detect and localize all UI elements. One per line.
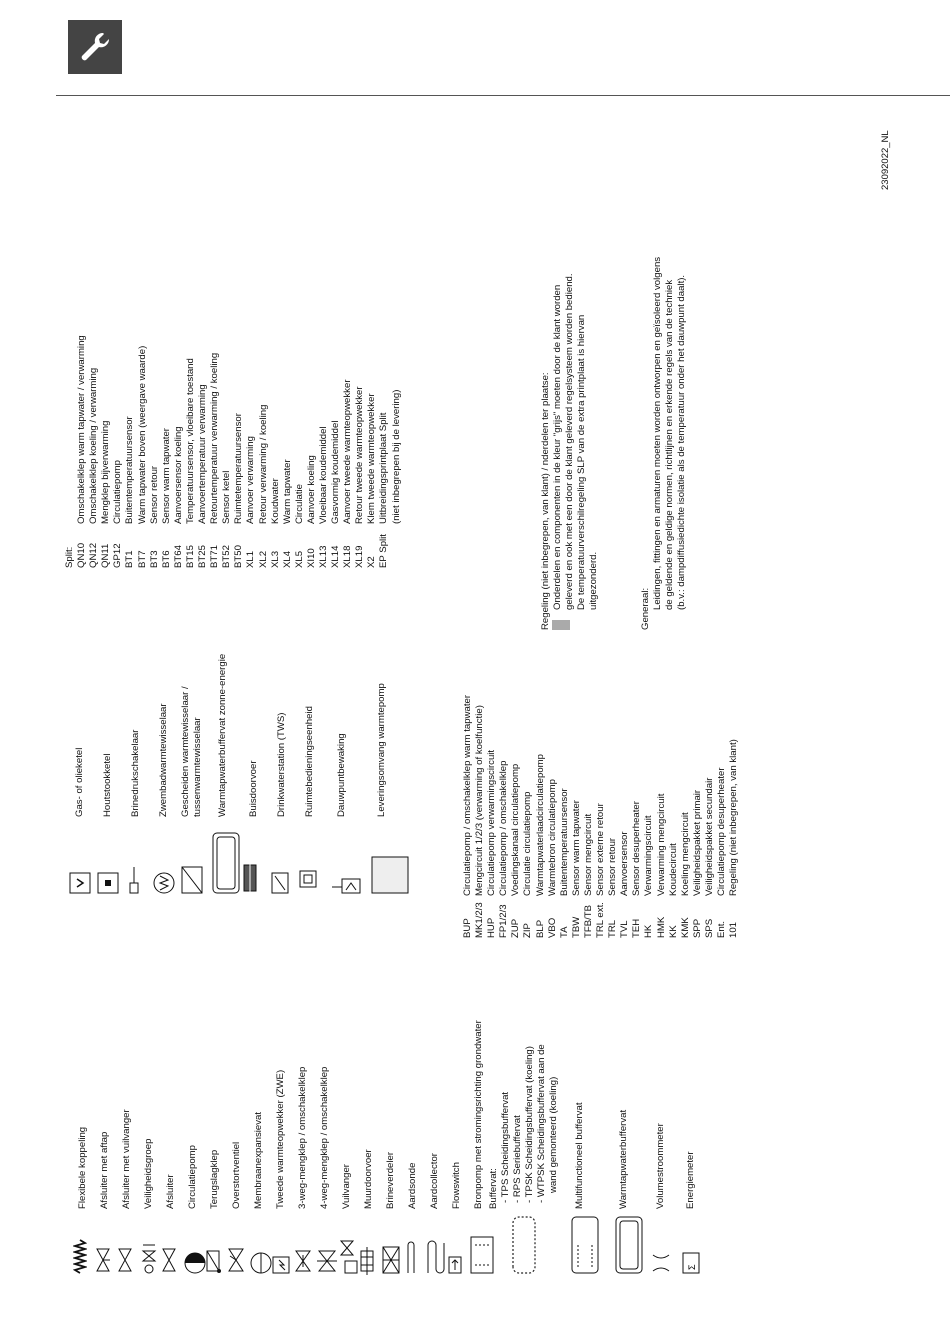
tool-badge bbox=[68, 20, 122, 74]
general-line: (b.v.: dampdiffusiedichte isolatie als de temperatuur onder het dauwpunt daalt). bbox=[676, 274, 688, 610]
split-title: Split: bbox=[64, 546, 75, 568]
abbreviation-text: Koeling mengcircuit bbox=[679, 812, 691, 896]
split-text: Sensor retour bbox=[148, 465, 160, 524]
abbreviation-text: Circulatiepomp / omschakelklep warm tapwater bbox=[462, 694, 473, 896]
abbreviation-row bbox=[680, 638, 692, 938]
abbreviation-row bbox=[486, 638, 498, 938]
split-text: Omschakelklep koeling / verwarming bbox=[88, 367, 100, 524]
symbol-row bbox=[314, 975, 336, 1275]
symbol-row bbox=[138, 975, 160, 1275]
symbol-row bbox=[204, 975, 226, 1275]
abbreviation-text: Veiligheidspakket primair bbox=[691, 789, 703, 896]
split-row bbox=[342, 248, 354, 568]
symbol-label: Brineverdeler bbox=[384, 1151, 396, 1209]
split-row bbox=[354, 248, 366, 568]
plate-exchanger-icon bbox=[180, 817, 204, 895]
abbreviation-text: Sensor externe retour bbox=[595, 803, 607, 896]
split-text: Aanvoer koeling bbox=[305, 455, 317, 524]
general-line: de geldende en geldige normen, richtlijnen en erkende regels van de techniek bbox=[664, 279, 676, 610]
symbol-label: Volumestroommeter bbox=[654, 1123, 666, 1209]
svg-text:Σ: Σ bbox=[687, 1264, 697, 1270]
check-valve-icon bbox=[205, 1209, 225, 1275]
abbreviation-row bbox=[631, 638, 643, 938]
abbreviation-text: Warmtapwaterlaadcirculatiepomp bbox=[534, 753, 546, 896]
abbreviation-code: 101 bbox=[728, 921, 740, 938]
dhw-buffer-icon bbox=[614, 1209, 634, 1275]
symbol-label: Multifunctioneel buffervat bbox=[573, 1102, 585, 1209]
abbreviation-row bbox=[692, 638, 704, 938]
split-code: BT15 bbox=[184, 545, 196, 568]
general-title: Generaal: bbox=[640, 587, 651, 630]
split-code: BT3 bbox=[148, 550, 160, 568]
abbreviation-code: MK1/2/3 bbox=[474, 902, 486, 938]
split-row bbox=[149, 248, 161, 568]
symbol-row bbox=[468, 975, 490, 1275]
symbol-label: Afsluiter met vuilvanger bbox=[120, 1109, 132, 1209]
abbreviation-row bbox=[535, 638, 547, 938]
pipe-passage-icon bbox=[242, 817, 266, 895]
regeling-line: De temperatuurverschilregeling SLP van de extra printplaat is hiervan bbox=[576, 314, 588, 610]
abbreviation-code: TEH bbox=[631, 918, 643, 938]
abbreviation-code: HK bbox=[643, 924, 655, 938]
four-way-valve-icon bbox=[315, 1209, 335, 1275]
split-text: Vloeibaar koudemiddel bbox=[317, 426, 329, 524]
buffer-group bbox=[487, 975, 560, 1275]
wall-passage-icon bbox=[359, 1209, 379, 1275]
buffer-item: - WTPSK Scheidingsbuffervat aan de bbox=[536, 1044, 548, 1203]
three-way-valve-icon bbox=[293, 1209, 313, 1275]
abbreviation-row bbox=[728, 638, 740, 938]
split-text: Circulatie bbox=[293, 484, 305, 524]
multi-buffer-icon bbox=[570, 1209, 590, 1275]
wrench-icon bbox=[75, 27, 115, 67]
abbreviation-row bbox=[716, 638, 728, 938]
abbreviation-row bbox=[547, 638, 559, 938]
abbreviation-row bbox=[595, 638, 607, 938]
abbreviation-row bbox=[510, 638, 522, 938]
split-text: Klem tweede warmteopwekker bbox=[366, 393, 378, 524]
abbreviation-text: Aanvoersensor bbox=[619, 831, 631, 896]
abbreviation-code: HUP bbox=[486, 917, 498, 938]
split-text: Aanvoer verwarming bbox=[245, 436, 257, 524]
valve-icon bbox=[161, 1209, 181, 1275]
split-text: Aanvoertemperatuur verwarming bbox=[197, 384, 209, 524]
symbol-row bbox=[296, 635, 324, 895]
split-text: Retour verwarming / koeling bbox=[257, 404, 269, 524]
symbol-label: Circulatiepomp bbox=[186, 1145, 198, 1209]
split-row bbox=[88, 248, 100, 568]
symbol-label: Aardcollector bbox=[428, 1153, 440, 1209]
symbol-label: Vuilvanger bbox=[340, 1164, 352, 1209]
abbreviation-text: Warmtebron circulatiepomp bbox=[546, 779, 558, 896]
symbol-row bbox=[182, 975, 204, 1275]
document-id: 23092022_NL bbox=[880, 130, 891, 190]
distributor-icon bbox=[381, 1209, 401, 1275]
split-row bbox=[366, 248, 378, 568]
well-pump-icon bbox=[469, 1209, 489, 1275]
split-row bbox=[318, 248, 330, 568]
valve-drain-icon bbox=[95, 1209, 115, 1275]
energy-meter-icon bbox=[681, 1209, 701, 1275]
wood-boiler-icon bbox=[96, 817, 120, 895]
ground-probe-icon bbox=[403, 1209, 423, 1275]
abbreviation-row bbox=[474, 638, 486, 938]
split-row bbox=[294, 248, 306, 568]
split-text: Mengklep bijverwarming bbox=[100, 420, 112, 524]
abbreviation-text: Mengcircuit 1/2/3 (verwarming of koelfunctie) bbox=[474, 705, 486, 896]
buffer-item: - TPSK Scheidingsbuffervat (koeling) bbox=[524, 1046, 535, 1203]
abbreviation-code: TRL bbox=[607, 919, 619, 938]
symbol-label: Flexibele koppeling bbox=[76, 1126, 88, 1209]
split-text: Warm tapwater bbox=[281, 459, 293, 524]
buffer-item: wand gemonteerd (koeling) bbox=[548, 1076, 560, 1193]
abbreviation-text: Circulatiepomp verwarmingscircuit bbox=[486, 749, 498, 896]
abbreviation-text: Koudecircuit bbox=[667, 843, 679, 896]
split-code: XL14 bbox=[330, 545, 342, 568]
abbreviation-row bbox=[559, 638, 571, 938]
symbol-row bbox=[226, 975, 248, 1275]
split-code: QN10 bbox=[76, 542, 88, 568]
split-code: BT52 bbox=[221, 545, 233, 568]
symbol-label: Houtstookketel bbox=[101, 753, 113, 817]
symbol-row bbox=[292, 975, 314, 1275]
abbreviation-text: Sensor warm tapwater bbox=[570, 800, 582, 896]
split-row bbox=[330, 248, 342, 568]
drinking-water-station-icon bbox=[270, 817, 294, 895]
split-row bbox=[282, 248, 294, 568]
split-text: Gasvormig koudemiddel bbox=[330, 420, 342, 524]
abbreviation-text: Circulatie circulatiepomp bbox=[522, 791, 534, 896]
abbreviation-code: SPP bbox=[691, 918, 703, 938]
symbol-label: Ruimtebedieningseenheid bbox=[303, 706, 315, 817]
split-code bbox=[391, 524, 403, 568]
symbol-label: Overstortventiel bbox=[230, 1141, 242, 1209]
abbreviation-row bbox=[704, 638, 716, 938]
split-text: Retourtemperatuur verwarming / koeling bbox=[209, 352, 221, 524]
symbol-row bbox=[324, 635, 360, 895]
split-code: BT25 bbox=[197, 545, 209, 568]
buffer-vessel-icon bbox=[511, 1215, 537, 1275]
split-row bbox=[76, 248, 88, 568]
split-code: XL1 bbox=[245, 550, 257, 568]
safety-group-icon bbox=[139, 1209, 159, 1275]
symbol-label: Zwembadwarmtewisselaar bbox=[157, 703, 169, 817]
symbol-row bbox=[122, 635, 150, 895]
abbreviation-text: Circulatiepomp / omschakelklep bbox=[498, 760, 510, 896]
abbreviation-text: Buitentemperatuursensor bbox=[558, 788, 570, 896]
symbol-row bbox=[160, 975, 182, 1275]
abbreviation-code: BUP bbox=[462, 918, 473, 938]
split-text: Buitentemperatuursensor bbox=[124, 416, 136, 524]
abbreviation-code: VBO bbox=[546, 917, 558, 938]
abbreviation-row bbox=[619, 638, 631, 938]
abbreviation-code: TA bbox=[558, 926, 570, 938]
abbreviation-text: Sensor mengcircuit bbox=[582, 813, 594, 896]
split-code: XL2 bbox=[257, 550, 269, 568]
abbreviation-row bbox=[462, 638, 474, 938]
symbol-row bbox=[676, 975, 706, 1275]
split-text: Ruimtetemperatuursensor bbox=[233, 413, 245, 524]
symbol-row bbox=[72, 975, 94, 1275]
split-list bbox=[64, 248, 403, 568]
general-note bbox=[640, 150, 688, 630]
symbol-label: Brinedrukschakelaar bbox=[129, 729, 141, 817]
symbol-row bbox=[178, 635, 206, 895]
split-row bbox=[306, 248, 318, 568]
split-code: BT7 bbox=[136, 550, 148, 568]
split-code: BT1 bbox=[124, 550, 136, 568]
abbreviation-text: Veiligheidspakket secundair bbox=[703, 777, 715, 896]
abbreviation-code: Ent. bbox=[715, 920, 727, 938]
ground-collector-icon bbox=[425, 1209, 445, 1275]
split-row bbox=[378, 248, 390, 568]
symbol-label: Warmtapwaterbuffervat bbox=[617, 1109, 629, 1209]
split-row bbox=[185, 248, 197, 568]
pool-exchanger-icon bbox=[152, 817, 176, 895]
split-text: Aanvoer tweede warmteopwekker bbox=[342, 379, 354, 524]
split-row bbox=[124, 248, 136, 568]
header-rule bbox=[56, 95, 950, 96]
split-row bbox=[137, 248, 149, 568]
dewpoint-icon bbox=[330, 817, 354, 895]
abbreviation-code: FP1/2/3 bbox=[498, 904, 510, 938]
split-text: Aanvoersensor koeling bbox=[172, 426, 184, 524]
split-row bbox=[245, 248, 257, 568]
split-code: XL5 bbox=[293, 550, 305, 568]
split-code: BT71 bbox=[209, 545, 221, 568]
split-code: QN12 bbox=[88, 542, 100, 568]
second-heater-icon bbox=[271, 1209, 291, 1275]
symbol-row bbox=[646, 975, 676, 1275]
abbreviation-code: ZUP bbox=[510, 918, 522, 938]
buffer-item: - TPS Scheidingsbuffervat bbox=[499, 1091, 511, 1203]
symbol-row bbox=[358, 975, 380, 1275]
symbol-row bbox=[602, 975, 646, 1275]
split-row bbox=[197, 248, 209, 568]
abbreviation-code: KK bbox=[667, 925, 679, 938]
split-text: Warm tapwater boven (weergave waarde) bbox=[136, 345, 148, 524]
split-text: Circulatiepomp bbox=[112, 460, 124, 524]
symbol-row bbox=[336, 975, 358, 1275]
flowmeter-icon bbox=[651, 1209, 671, 1275]
symbol-row bbox=[116, 975, 138, 1275]
split-code: XL18 bbox=[342, 545, 354, 568]
abbreviation-row bbox=[668, 638, 680, 938]
split-text: Koudwater bbox=[269, 478, 281, 524]
regeling-title: Regeling (niet inbegrepen, van klant) / nderdelen ter plaatse: bbox=[540, 372, 551, 630]
gas-oil-boiler-icon bbox=[68, 817, 92, 895]
symbol-label: Afsluiter bbox=[164, 1174, 176, 1209]
split-text: Temperatuursensor, vloeibare toestand bbox=[184, 358, 196, 524]
split-text: Sensor warm tapwater bbox=[160, 428, 172, 524]
dirt-trap-icon bbox=[337, 1209, 357, 1275]
split-code: EP Split bbox=[378, 534, 390, 568]
split-row bbox=[173, 248, 185, 568]
split-row bbox=[233, 248, 245, 568]
abbreviation-code: TRL ext. bbox=[595, 902, 607, 938]
split-code: BT64 bbox=[172, 545, 184, 568]
split-code: GP12 bbox=[112, 543, 124, 568]
abbreviation-text: Voedingskanaal circulatiepomp bbox=[510, 763, 522, 896]
symbol-row bbox=[360, 635, 404, 895]
abbreviation-text: Verwarmingscircuit bbox=[643, 815, 655, 896]
buffer-item: - RPS Seriebuffervat bbox=[511, 1115, 523, 1203]
symbol-label: Energiemeter bbox=[684, 1151, 696, 1209]
split-code: BT6 bbox=[160, 550, 172, 568]
symbol-row bbox=[94, 635, 122, 895]
abbreviation-code: TFB/TB bbox=[582, 904, 594, 938]
symbol-row bbox=[268, 635, 296, 895]
abbreviation-code: SPS bbox=[703, 918, 715, 938]
split-code: BT50 bbox=[233, 545, 245, 568]
split-row bbox=[258, 248, 270, 568]
legend-column-2 bbox=[66, 635, 404, 895]
room-control-icon bbox=[298, 817, 322, 895]
abbreviation-text: Verwarming mengcircuit bbox=[655, 793, 667, 896]
brine-pressure-switch-icon bbox=[124, 817, 148, 895]
expansion-vessel-icon bbox=[249, 1209, 269, 1275]
symbol-label: Veiligheidsgroep bbox=[142, 1138, 154, 1209]
symbol-label: Tweede warmteopwekker (ZWE) bbox=[274, 1069, 286, 1209]
split-code: XL19 bbox=[354, 545, 366, 568]
split-code: XL13 bbox=[317, 545, 329, 568]
split-row bbox=[270, 248, 282, 568]
symbol-row bbox=[150, 635, 178, 895]
legend-column-1 bbox=[72, 975, 706, 1275]
split-code: XL3 bbox=[269, 550, 281, 568]
abbreviation-text: Circulatiepomp desuperheater bbox=[715, 767, 727, 896]
general-line: Leidingen, fittingen en armaturen moeten worden ontworpen en geïsoleerd volgens bbox=[652, 256, 664, 610]
symbol-label: Afsluiter met aftap bbox=[98, 1131, 110, 1209]
symbol-row bbox=[206, 635, 240, 895]
split-row bbox=[209, 248, 221, 568]
solar-buffer-icon bbox=[211, 817, 235, 895]
symbol-label: Gas- of olieketel bbox=[73, 747, 85, 817]
regeling-line: geleverd en ook met een door de klant geleverd regelsysteem worden bediend. bbox=[564, 273, 576, 610]
symbol-row bbox=[270, 975, 292, 1275]
heatpump-scope-icon bbox=[370, 817, 394, 895]
symbol-row bbox=[402, 975, 424, 1275]
split-row bbox=[100, 248, 112, 568]
symbol-row bbox=[446, 975, 468, 1275]
abbreviation-text: Sensor desuperheater bbox=[631, 801, 643, 896]
abbreviation-row bbox=[498, 638, 510, 938]
symbol-row bbox=[66, 635, 94, 895]
symbol-label: Bronpomp met stromingsrichting grondwater bbox=[472, 1020, 484, 1209]
abbreviation-row bbox=[607, 638, 619, 938]
abbreviation-code: TVL bbox=[619, 920, 631, 938]
split-code: XI10 bbox=[305, 548, 317, 568]
abbreviation-list bbox=[462, 638, 740, 938]
symbol-label: Warmtapwaterbuffervat zonne-energie bbox=[216, 653, 228, 817]
split-text: Retour tweede warmteopwekker bbox=[354, 386, 366, 524]
regeling-note bbox=[540, 210, 600, 630]
pump-icon bbox=[183, 1209, 203, 1275]
symbol-label: 4-weg-mengklep / omschakelklep bbox=[318, 1066, 330, 1209]
flexible-coupling-icon bbox=[73, 1209, 93, 1275]
split-text: Omschakelklep warm tapwater / verwarming bbox=[76, 335, 88, 524]
symbol-label: Buisdoorvoer bbox=[247, 760, 259, 817]
abbreviation-row bbox=[571, 638, 583, 938]
split-row bbox=[221, 248, 233, 568]
symbol-row bbox=[380, 975, 402, 1275]
symbol-label: Gescheiden warmtewisselaar / tussenwarmtewisselaar bbox=[179, 686, 203, 817]
symbol-label: Leveringsomvang warmtepomp bbox=[375, 683, 387, 817]
symbol-row bbox=[558, 975, 602, 1275]
split-row bbox=[161, 248, 173, 568]
abbreviation-code: BLP bbox=[534, 919, 546, 938]
symbol-label: Muurdoorvoer bbox=[362, 1149, 374, 1209]
buffer-title: Buffervat: bbox=[487, 1168, 499, 1209]
symbol-label: Flowswitch bbox=[450, 1162, 462, 1209]
abbreviation-code: TBW bbox=[570, 916, 582, 938]
abbreviation-code: KMK bbox=[679, 917, 691, 938]
symbol-label: Dauwpuntbewaking bbox=[335, 733, 347, 817]
symbol-row bbox=[240, 635, 268, 895]
split-code: X2 bbox=[366, 556, 378, 568]
grey-swatch bbox=[552, 620, 570, 630]
abbreviation-row bbox=[656, 638, 668, 938]
split-text: Sensor ketel bbox=[221, 470, 233, 524]
split-text: (niet inbegrepen bij de levering) bbox=[390, 389, 402, 524]
abbreviation-text: Sensor retour bbox=[607, 837, 619, 896]
symbol-label: Aardsonde bbox=[406, 1162, 418, 1209]
split-row bbox=[391, 248, 403, 568]
split-code: XL4 bbox=[281, 550, 293, 568]
symbol-row bbox=[424, 975, 446, 1275]
flowswitch-icon bbox=[447, 1209, 467, 1275]
abbreviation-text: Regeling (niet inbegrepen, van klant) bbox=[728, 739, 740, 896]
valve-funnel-icon bbox=[117, 1209, 137, 1275]
abbreviation-row bbox=[643, 638, 655, 938]
split-text: Uitbreidingsprintplaat Split bbox=[378, 412, 390, 524]
abbreviation-row bbox=[522, 638, 534, 938]
overflow-valve-icon bbox=[227, 1209, 247, 1275]
symbol-label: Drinkwaterstation (TWS) bbox=[275, 712, 287, 817]
abbreviation-row bbox=[583, 638, 595, 938]
symbol-label: Membraanexpansievat bbox=[252, 1111, 264, 1209]
split-row bbox=[112, 248, 124, 568]
abbreviation-code: ZIP bbox=[522, 923, 534, 938]
regeling-line: Onderdelen en componenten in de kleur "grijs" moeten door de klant worden bbox=[552, 284, 564, 610]
abbreviation-code: HMK bbox=[655, 916, 667, 938]
symbol-row bbox=[94, 975, 116, 1275]
regeling-line: uitgezonderd. bbox=[588, 551, 600, 610]
symbol-label: Terugslagklep bbox=[208, 1149, 220, 1209]
symbol-label: 3-weg-mengklep / omschakelklep bbox=[296, 1066, 308, 1209]
symbol-row bbox=[248, 975, 270, 1275]
split-code: QN11 bbox=[100, 543, 112, 568]
